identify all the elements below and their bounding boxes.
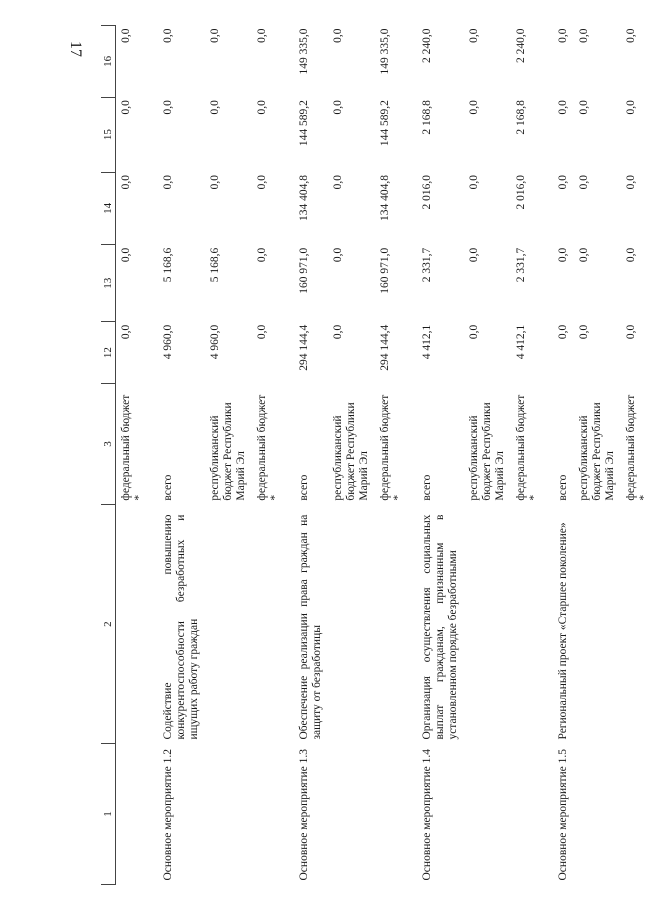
value-cell-col14: 0,0 [578,175,590,190]
page-number: 17 [67,41,84,57]
value-cell-col13: 2 331,7 [515,247,527,283]
table-row [205,26,252,885]
event-description-cell [116,505,151,744]
funding-source-cell: федеральный бюджет * [625,394,650,501]
value-cell-col13: 0,0 [468,247,480,263]
value-cell-col14: 0,0 [209,175,221,190]
table-row [116,26,151,885]
event-description-cell: Региональный проект «Старшее поколение» [557,522,569,740]
funding-source-cell: республиканский бюджет Республики Марий Эл [578,402,616,501]
value-cell-col14: 0,0 [332,175,344,190]
value-cell-col15: 0,0 [468,100,480,115]
event-description-cell: Обеспечение реализации права граждан на защиту от безработицы [298,514,323,740]
value-cell-col16: 2 240,0 [421,28,433,63]
value-cell-col13: 0,0 [256,247,268,263]
column-header: 16 [101,26,116,98]
value-cell-col14: 0,0 [256,175,268,190]
value-cell-col15: 0,0 [120,100,132,115]
event-name-cell: Основное мероприятие 1.3 [298,748,310,881]
funding-source-cell: федеральный бюджет * [120,394,145,501]
table-row [511,26,545,885]
value-cell-col14: 0,0 [120,175,132,190]
value-cell-col13: 2 331,7 [421,247,433,283]
value-cell-col12: 0,0 [120,324,132,340]
event-name-cell [511,744,545,885]
value-cell-col13: 0,0 [332,247,344,263]
value-cell-col12: 0,0 [578,324,590,340]
value-cell-col14: 0,0 [557,175,569,190]
value-cell-col16: 149 335,0 [379,28,391,75]
value-cell-col12: 0,0 [557,324,569,340]
event-name-cell: Основное мероприятие 1.4 [421,748,433,881]
event-name-cell [252,744,286,885]
value-cell-col16: 0,0 [256,28,268,43]
value-cell-col12: 0,0 [332,324,344,340]
event-name-cell [205,744,252,885]
table-row [409,26,464,885]
event-name-cell [574,744,621,885]
value-cell-col16: 2 240,0 [515,28,527,63]
event-description-cell [574,505,621,744]
value-cell-col12: 0,0 [625,324,637,340]
value-cell-col12: 0,0 [256,324,268,340]
event-description-cell [621,505,655,744]
value-cell-col13: 5 168,6 [162,247,174,283]
value-cell-col13: 0,0 [557,247,569,263]
value-cell-col16: 149 335,0 [298,28,310,75]
column-header: 15 [101,97,116,172]
value-cell-col16: 0,0 [468,28,480,43]
value-cell-col15: 144 589,2 [379,100,391,147]
value-cell-col14: 0,0 [162,175,174,190]
value-cell-col16: 0,0 [162,28,174,43]
event-description-cell [511,505,545,744]
value-cell-col16: 0,0 [625,28,637,43]
column-header: 1 [101,744,116,885]
value-cell-col15: 2 168,8 [421,100,433,135]
event-name-cell [328,744,375,885]
table-row [150,26,205,885]
value-cell-col13: 160 971,0 [379,247,391,294]
value-cell-col15: 0,0 [162,100,174,115]
value-cell-col13: 0,0 [625,247,637,263]
funding-source-cell: всего [557,474,569,501]
budget-table [101,25,655,885]
table-row [375,26,409,885]
table-row [545,26,574,885]
value-cell-col14: 0,0 [625,175,637,190]
value-cell-col12: 4 412,1 [421,324,433,360]
value-cell-col15: 0,0 [256,100,268,115]
column-header: 13 [101,245,116,322]
table-row [252,26,286,885]
header-row [101,26,116,885]
value-cell-col15: 0,0 [332,100,344,115]
value-cell-col16: 0,0 [332,28,344,43]
event-description-cell: Содействие повышению конкурентоспособности безработных и ищущих работу граждан [162,514,200,740]
column-header: 2 [101,505,116,744]
funding-source-cell: всего [162,474,174,501]
funding-source-cell: федеральный бюджет * [379,394,404,501]
value-cell-col12: 4 960,0 [209,324,221,360]
value-cell-col16: 0,0 [120,28,132,43]
table-row [286,26,328,885]
column-header: 3 [101,383,116,504]
event-name-cell: Основное мероприятие 1.5 [557,748,569,881]
value-cell-col15: 0,0 [578,100,590,115]
funding-source-cell: всего [298,474,310,501]
value-cell-col16: 0,0 [578,28,590,43]
event-description-cell [205,505,252,744]
event-name-cell: Основное мероприятие 1.2 [162,748,174,881]
column-header: 12 [101,322,116,384]
funding-source-cell: федеральный бюджет * [515,394,540,501]
value-cell-col14: 134 404,8 [379,175,391,222]
column-header: 14 [101,172,116,245]
value-cell-col13: 160 971,0 [298,247,310,294]
value-cell-col13: 0,0 [120,247,132,263]
value-cell-col14: 2 016,0 [421,175,433,210]
event-description-cell [252,505,286,744]
value-cell-col14: 134 404,8 [298,175,310,222]
value-cell-col12: 294 144,4 [298,324,310,371]
event-description-cell [464,505,511,744]
value-cell-col12: 4 960,0 [162,324,174,360]
funding-source-cell: федеральный бюджет * [256,394,281,501]
value-cell-col12: 4 412,1 [515,324,527,360]
value-cell-col15: 144 589,2 [298,100,310,147]
value-cell-col13: 5 168,6 [209,247,221,283]
funding-source-cell: республиканский бюджет Республики Марий Эл [468,402,506,501]
value-cell-col12: 0,0 [468,324,480,340]
table-row [621,26,655,885]
event-description-cell [375,505,409,744]
funding-source-cell: всего [421,474,433,501]
value-cell-col15: 2 168,8 [515,100,527,135]
value-cell-col15: 0,0 [625,100,637,115]
event-description-cell [328,505,375,744]
value-cell-col15: 0,0 [209,100,221,115]
value-cell-col12: 294 144,4 [379,324,391,371]
event-name-cell [464,744,511,885]
funding-source-cell: республиканский бюджет Республики Марий Эл [332,402,370,501]
value-cell-col15: 0,0 [557,100,569,115]
event-name-cell [621,744,655,885]
event-description-cell: Организация осуществления социальных выплат гражданам, признанным в установленном порядке безработными [421,514,459,740]
event-name-cell [375,744,409,885]
value-cell-col14: 0,0 [468,175,480,190]
table-row [574,26,621,885]
value-cell-col13: 0,0 [578,247,590,263]
value-cell-col14: 2 016,0 [515,175,527,210]
table-body [116,26,655,885]
table-row [464,26,511,885]
funding-source-cell: республиканский бюджет Республики Марий Эл [209,402,247,501]
value-cell-col16: 0,0 [209,28,221,43]
budget-table-sheet [101,25,650,885]
table-row [328,26,375,885]
value-cell-col16: 0,0 [557,28,569,43]
event-name-cell [116,744,151,885]
